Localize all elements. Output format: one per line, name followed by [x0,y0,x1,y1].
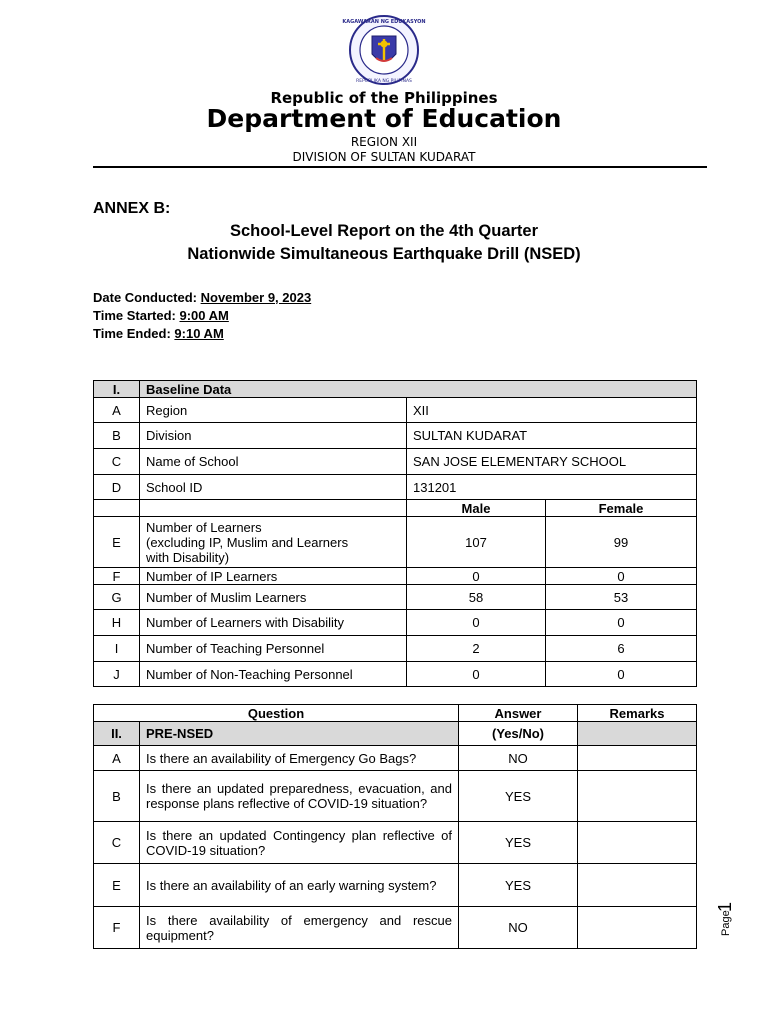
date-value: November 9, 2023 [200,290,312,305]
table-row: G Number of Muslim Learners 58 53 [94,585,697,610]
male-header: Male [407,500,546,517]
start-value: 9:00 AM [179,308,229,323]
table-row: E Is there an availability of an early warning system? YES [94,864,697,907]
female-header: Female [546,500,697,517]
table-row: D School ID 131201 [94,475,697,500]
division-heading: DIVISION OF SULTAN KUDARAT [292,150,476,164]
date-conducted: Date Conducted: November 9, 2023 [93,290,312,305]
answer-hint: (Yes/No) [459,722,578,746]
department-heading: Department of Education [206,104,562,133]
table-row: F Number of IP Learners 0 0 [94,568,697,585]
page-number-value: 1 [715,901,735,912]
table-row: I Number of Teaching Personnel 2 6 [94,636,697,662]
header-divider [93,166,707,168]
question-header: Question [94,705,459,722]
table-row: H Number of Learners with Disability 0 0 [94,610,697,636]
answer-header: Answer [459,705,578,722]
page-number [712,896,738,942]
prensed-table [93,704,697,949]
table-row: J Number of Non-Teaching Personnel 0 0 [94,662,697,687]
end-value: 9:10 AM [174,326,224,341]
report-title-line1: School-Level Report on the 4th Quarter [229,222,539,240]
page-label: Page [720,910,732,936]
svg-text:REPUBLIKA NG PILIPINAS: REPUBLIKA NG PILIPINAS [356,79,412,84]
prensed-section-row: II. PRE-NSED (Yes/No) [94,722,697,746]
section-title: PRE-NSED [140,722,459,746]
time-ended: Time Ended: 9:10 AM [93,326,224,341]
annex-label: ANNEX B: [93,200,171,217]
deped-seal-logo [342,14,426,86]
table-row: C Name of School SAN JOSE ELEMENTARY SCHOOL [94,449,697,475]
table-row: A Is there an availability of Emergency Go Bags? NO [94,746,697,771]
baseline-table [93,380,697,687]
table-row: B Division SULTAN KUDARAT [94,423,697,449]
region-heading: REGION XII [350,135,418,149]
table-row: B Is there an updated preparedness, evacuation, and response plans reflective of COVID-19 situation? YES [94,771,697,822]
table-row: C Is there an updated Contingency plan reflective of COVID-19 situation? YES [94,822,697,864]
gender-header-row [94,500,697,517]
table-row: A Region XII [94,398,697,423]
section-title: Baseline Data [140,381,697,398]
svg-text:KAGAWARAN NG EDUKASYON: KAGAWARAN NG EDUKASYON [342,19,426,25]
baseline-section-row: I. Baseline Data [94,381,697,398]
remarks-header: Remarks [578,705,697,722]
report-title-line2: Nationwide Simultaneous Earthquake Drill (NSED) [187,245,581,263]
table-row: E Number of Learners (excluding IP, Muslim and Learners with Disability) 107 99 [94,517,697,568]
prensed-header-row [94,705,697,722]
table-row: F Is there availability of emergency and rescue equipment? NO [94,907,697,949]
time-started: Time Started: 9:00 AM [93,308,229,323]
republic-heading: Republic of the Philippines [270,89,498,107]
